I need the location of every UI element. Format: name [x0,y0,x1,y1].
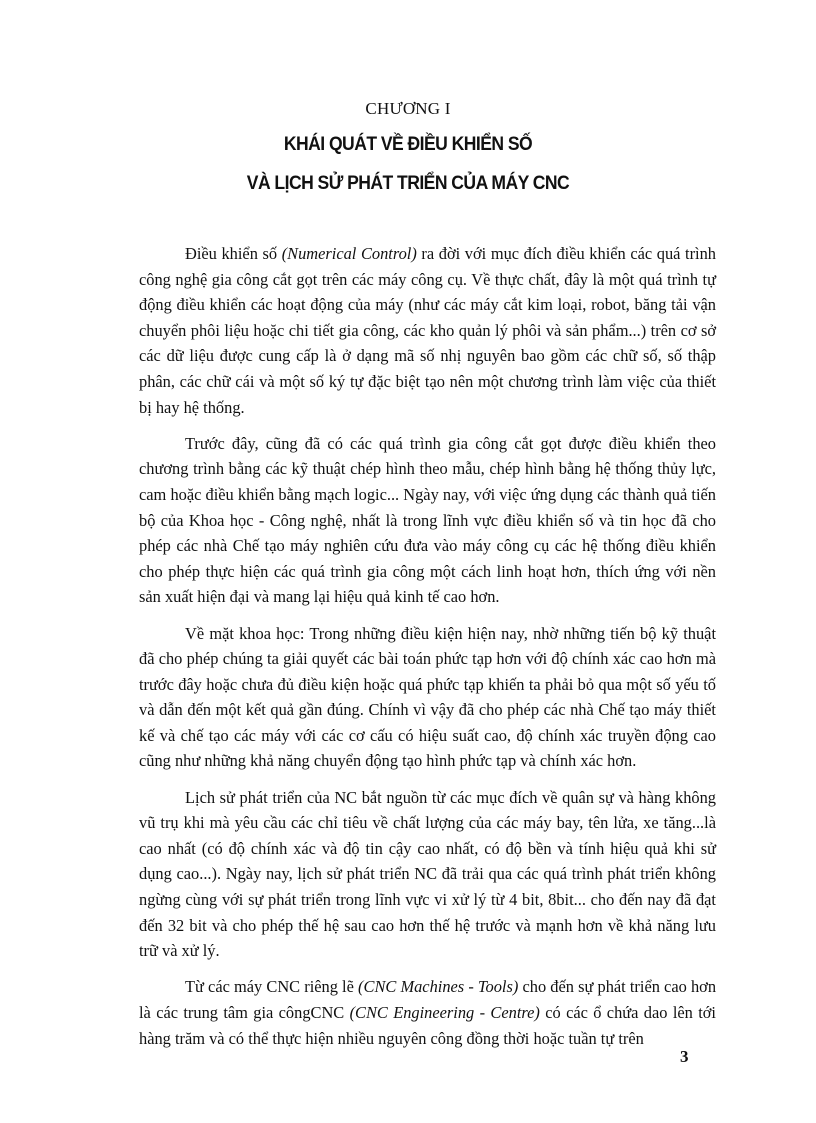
paragraph-5-italic-term-2: (CNC Engineering - Centre) [349,1003,540,1022]
paragraph-1 [139,241,716,420]
paragraph-1-italic-term: (Numerical Control) [281,244,417,263]
paragraph-5-text-a: Từ các máy CNC riêng lẽ [185,977,359,997]
paragraph-4: Lịch sử phát triển của NC bắt nguồn từ các mục đích về quân sự và hàng không vũ trụ khi mà yêu cầu các chỉ tiêu về chất lượng của các máy bay, tên lửa, xe tăng...là cao nhất (có độ chính xác và độ tin cậy cao nhất, có độ bền và tính hiệu quả khi sử dụng cao...). Ngày nay, lịch sử phát triển NC đã trải qua các quá trình phát triển không ngừng cùng với sự phát triển trong lĩnh vực vi xử lý từ 4 bit, 8bit... cho đến nay đã đạt đến 32 bit và cho phép thế hệ sau cao hơn thế hệ trước và mạnh hơn về khả năng lưu trữ và xử lý. [139,787,716,961]
page-number: 3 [680,1047,689,1066]
paragraph-1-text-b: ra đời với mục đích điều khiển các quá trình công nghệ gia công cắt gọt trên các máy công cụ. Về thực chất, đây là một quá trình tự động điều khiển các hoạt động của máy (như các máy cắt kim loại, robot, băng tải vận chuyển phôi liệu hoặc chi tiết gia công, các kho quản lý phôi và sản phẩm...) trên cơ sở các dữ liệu được cung cấp là ở dạng mã số nhị nguyên bao gồm các chữ số, số thập phân, các chữ cái và một số ký tự đặc biệt tạo nên một chương trình làm việc của thiết bị hay hệ thống. [139,244,716,417]
paragraph-5-text-c: có các ổ chứa dao lên tới hàng trăm và có thể thực hiện nhiều nguyên công đồng thời hoặc tuần tự trên [139,1003,716,1048]
paragraph-2: Trước đây, cũng đã có các quá trình gia công cắt gọt được điều khiển theo chương trình bằng các kỹ thuật chép hình theo mẫu, chép hình bằng hệ thống thủy lực, cam hoặc điều khiển bằng mạch logic... Ngày nay, với việc ứng dụng các thành quả tiến bộ của Khoa học - Công nghệ, nhất là trong lĩnh vực điều khiển số và tin học đã cho phép các nhà Chế tạo máy nghiên cứu đưa vào máy công cụ các hệ thống điều khiển cho phép thực hiện các quá trình gia công một cách linh hoạt hơn, thích ứng với nền sản xuất hiện đại và mang lại hiệu quả kinh tế cao hơn. [139,433,716,607]
paragraph-5 [139,974,716,1051]
paragraph-1-text-a: Điều khiển số [185,244,282,263]
chapter-label: CHƯƠNG I [365,99,451,118]
paragraph-3: Về mặt khoa học: Trong những điều kiện hiện nay, nhờ những tiến bộ kỹ thuật đã cho phép chúng ta giải quyết các bài toán phức tạp hơn với độ chính xác cao hơn mà trước đây hoặc chưa đủ điều kiện hoặc quá phức tạp khiến ta phải bỏ qua một số yếu tố và dẫn đến một kết quả gần đúng. Chính vì vậy đã cho phép các nhà Chế tạo máy thiết kế và chế tạo các máy với các cơ cấu có hiệu suất cao, độ chính xác truyền động cao cũng như những khả năng chuyển động tạo hình phức tạp và chính xác hơn. [139,623,716,771]
paragraph-5-text-b: cho đến sự phát triển cao hơn là các trung tâm gia côngCNC [139,977,717,1022]
paragraph-5-italic-term-1: (CNC Machines - Tools) [358,977,519,997]
chapter-title-line-1: KHÁI QUÁT VỀ ĐIỀU KHIỂN SỐ [283,133,533,155]
body-text [139,241,716,1062]
chapter-title-line-2: VÀ LỊCH SỬ PHÁT TRIỂN CỦA MÁY CNC [246,172,570,194]
